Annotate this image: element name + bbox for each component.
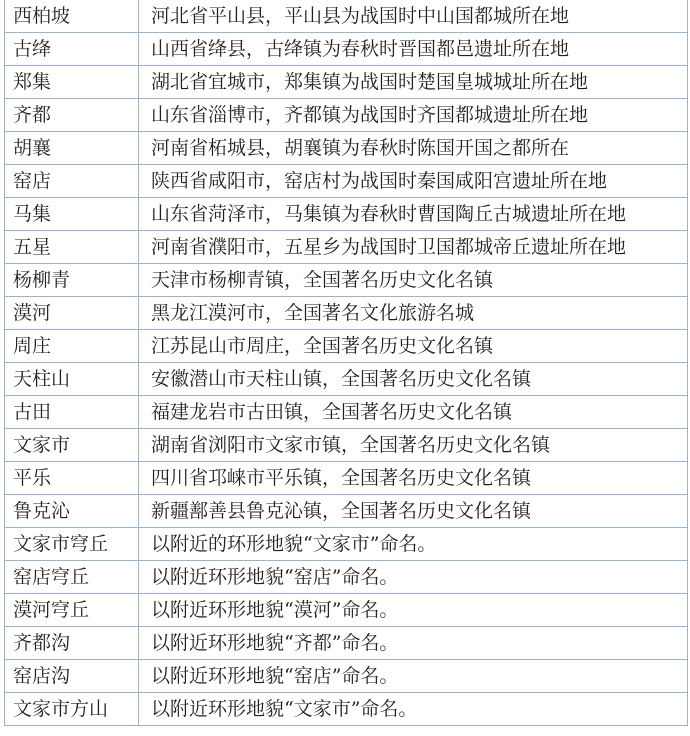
description-cell: 以附近环形地貌“齐都”命名。 (139, 627, 688, 660)
description-cell: 河南省濮阳市，五星乡为战国时卫国都城帝丘遗址所在地 (139, 231, 688, 264)
table-row (5, 363, 688, 396)
table-row (5, 462, 688, 495)
place-name-cell: 齐都沟 (5, 627, 139, 660)
description-cell: 以附近环形地貌“窑店”命名。 (139, 660, 688, 693)
description-cell: 江苏昆山市周庄，全国著名历史文化名镇 (139, 330, 688, 363)
description-cell: 四川省邛崃市平乐镇，全国著名历史文化名镇 (139, 462, 688, 495)
table-row (5, 66, 688, 99)
description-cell: 陕西省咸阳市，窑店村为战国时秦国咸阳宫遗址所在地 (139, 165, 688, 198)
place-name-cell: 文家市 (5, 429, 139, 462)
description-cell: 以附近的环形地貌“文家市”命名。 (139, 528, 688, 561)
place-name-cell: 鲁克沁 (5, 495, 139, 528)
table-row (5, 132, 688, 165)
place-name-cell: 齐都 (5, 99, 139, 132)
description-cell: 福建龙岩市古田镇，全国著名历史文化名镇 (139, 396, 688, 429)
table-row (5, 528, 688, 561)
description-cell: 河南省柘城县，胡襄镇为春秋时陈国开国之都所在 (139, 132, 688, 165)
place-name-cell: 漠河穹丘 (5, 594, 139, 627)
description-cell: 黑龙江漠河市，全国著名文化旅游名城 (139, 297, 688, 330)
table-row (5, 660, 688, 693)
table-row (5, 33, 688, 66)
place-name-cell: 杨柳青 (5, 264, 139, 297)
table-row (5, 693, 688, 726)
place-name-cell: 五星 (5, 231, 139, 264)
place-name-cell: 窑店沟 (5, 660, 139, 693)
description-cell: 以附近环形地貌“文家市”命名。 (139, 693, 688, 726)
description-cell: 新疆鄯善县鲁克沁镇，全国著名历史文化名镇 (139, 495, 688, 528)
place-name-cell: 郑集 (5, 66, 139, 99)
place-names-table (4, 0, 688, 726)
table-row (5, 495, 688, 528)
table-row (5, 330, 688, 363)
place-name-cell: 古田 (5, 396, 139, 429)
description-cell: 以附近环形地貌“窑店”命名。 (139, 561, 688, 594)
place-name-cell: 古绛 (5, 33, 139, 66)
place-name-cell: 平乐 (5, 462, 139, 495)
table-row (5, 264, 688, 297)
table-row (5, 561, 688, 594)
table-row (5, 429, 688, 462)
place-name-cell: 西柏坡 (5, 0, 139, 33)
place-name-cell: 窑店 (5, 165, 139, 198)
description-cell: 山西省绛县，古绛镇为春秋时晋国都邑遗址所在地 (139, 33, 688, 66)
table-row (5, 396, 688, 429)
description-cell: 以附近环形地貌“漠河”命名。 (139, 594, 688, 627)
description-cell: 山东省淄博市，齐都镇为战国时齐国都城遗址所在地 (139, 99, 688, 132)
description-cell: 湖北省宜城市，郑集镇为战国时楚国皇城城址所在地 (139, 66, 688, 99)
place-name-cell: 窑店穹丘 (5, 561, 139, 594)
place-name-cell: 胡襄 (5, 132, 139, 165)
place-name-cell: 文家市方山 (5, 693, 139, 726)
table-row (5, 198, 688, 231)
table-row (5, 594, 688, 627)
place-name-cell: 漠河 (5, 297, 139, 330)
description-cell: 河北省平山县，平山县为战国时中山国都城所在地 (139, 0, 688, 33)
place-name-cell: 天柱山 (5, 363, 139, 396)
table-row (5, 0, 688, 33)
description-cell: 天津市杨柳青镇，全国著名历史文化名镇 (139, 264, 688, 297)
description-cell: 山东省菏泽市，马集镇为春秋时曹国陶丘古城遗址所在地 (139, 198, 688, 231)
description-cell: 湖南省浏阳市文家市镇，全国著名历史文化名镇 (139, 429, 688, 462)
table-row (5, 627, 688, 660)
table-row (5, 165, 688, 198)
description-cell: 安徽潜山市天柱山镇，全国著名历史文化名镇 (139, 363, 688, 396)
place-name-cell: 周庄 (5, 330, 139, 363)
place-name-cell: 马集 (5, 198, 139, 231)
table-row (5, 297, 688, 330)
table-row (5, 99, 688, 132)
table-row (5, 231, 688, 264)
place-name-cell: 文家市穹丘 (5, 528, 139, 561)
